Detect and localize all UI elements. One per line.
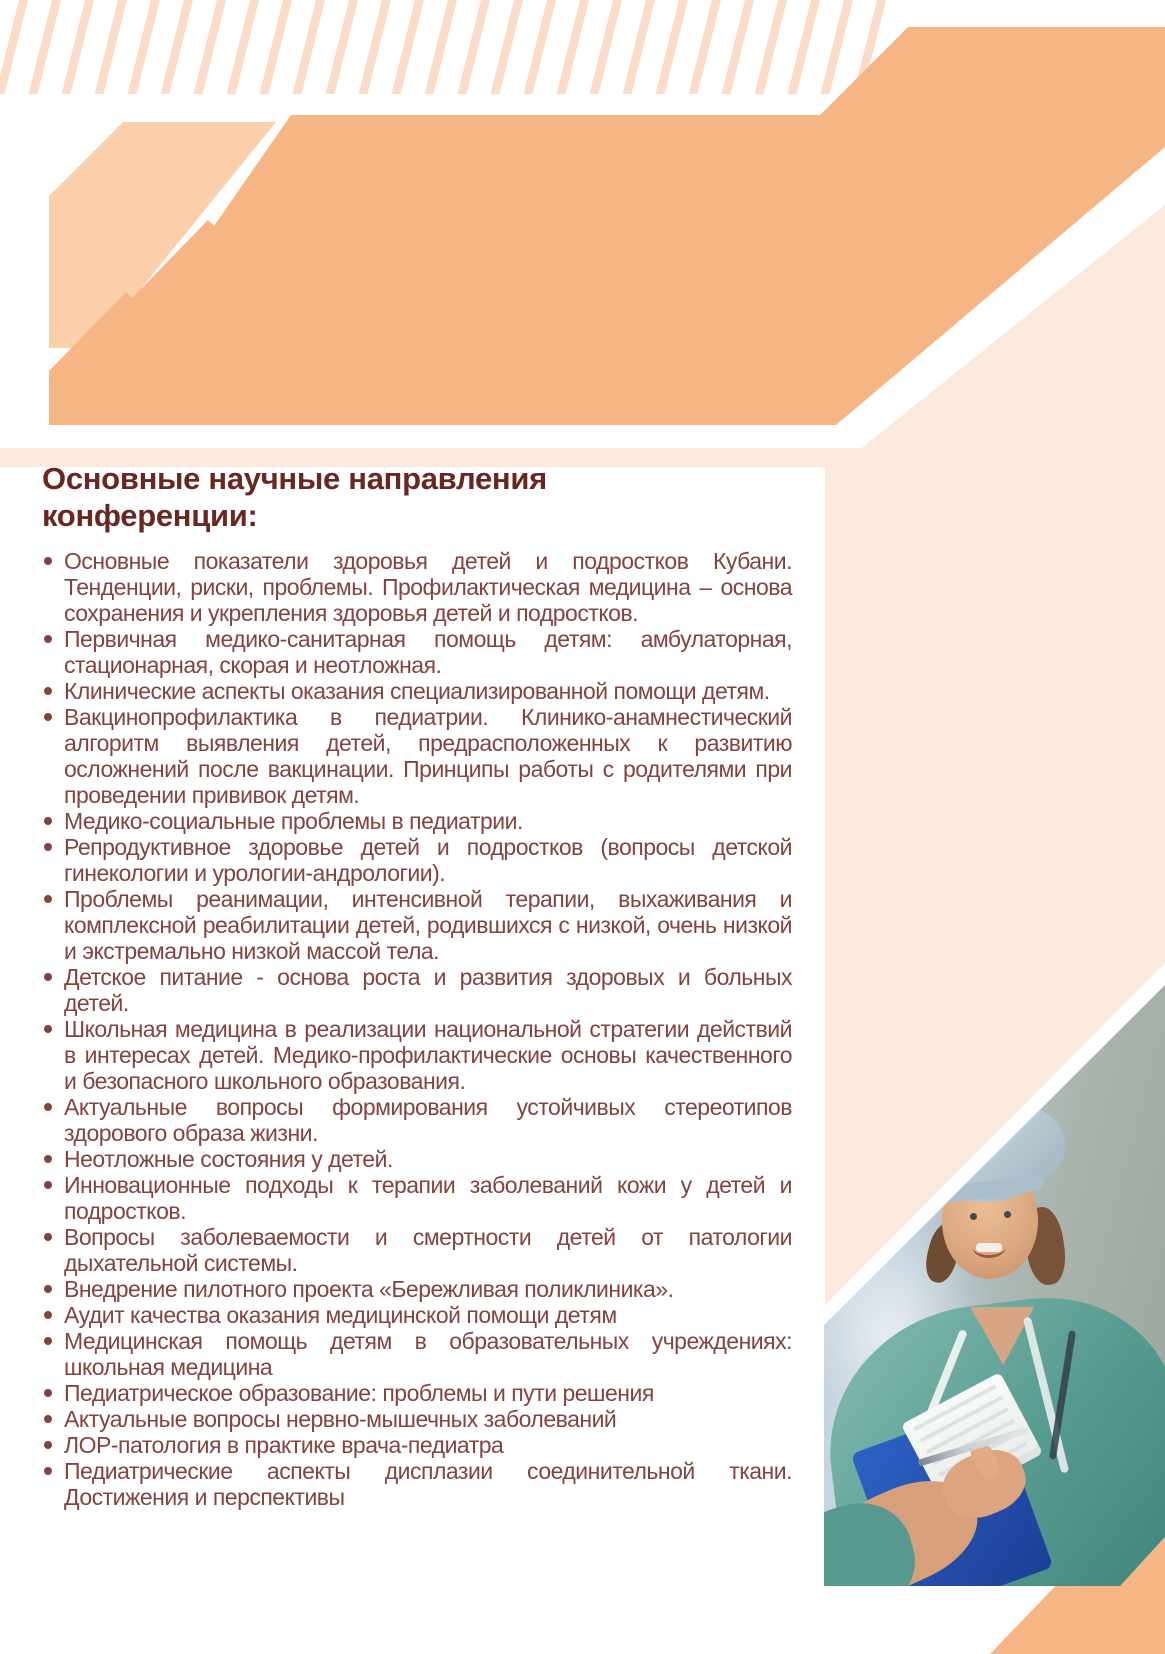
bullet-icon bbox=[44, 635, 52, 643]
topic-text: Медицинская помощь детям в образовательных учреждениях: школьная медицина bbox=[64, 1328, 792, 1380]
bullet-icon bbox=[44, 973, 52, 981]
topic-text: Репродуктивное здоровье детей и подростков (вопросы детской гинекологии и урологии-андрологии). bbox=[64, 834, 792, 886]
topic-text: Неотложные состояния у детей. bbox=[64, 1146, 393, 1172]
topic-item bbox=[42, 964, 792, 1016]
topic-text: Первичная медико-санитарная помощь детям: амбулаторная, стационарная, скорая и неотложная. bbox=[64, 626, 792, 678]
topic-item bbox=[42, 886, 792, 964]
bullet-icon bbox=[44, 1311, 52, 1319]
topic-text: Актуальные вопросы формирования устойчивых стереотипов здорового образа жизни. bbox=[64, 1094, 792, 1146]
bullet-icon bbox=[44, 895, 52, 903]
topic-text: Педиатрические аспекты дисплазии соединительной ткани. Достижения и перспективы bbox=[64, 1458, 792, 1510]
topic-text: ЛОР-патология в практике врача-педиатра bbox=[64, 1432, 504, 1458]
bullet-icon bbox=[44, 1415, 52, 1423]
bullet-icon bbox=[44, 817, 52, 825]
photo-nurse-smile bbox=[976, 1243, 1002, 1252]
bullet-icon bbox=[44, 1441, 52, 1449]
topic-item bbox=[42, 1224, 792, 1276]
topic-text: Основные показатели здоровья детей и подростков Кубани. Тенденции, риски, проблемы. Профилактическая медицина – основа сохранения и укрепления здоровья детей и подростков. bbox=[64, 548, 792, 626]
topic-text: Клинические аспекты оказания специализированной помощи детям. bbox=[64, 678, 770, 704]
topic-item bbox=[42, 548, 792, 626]
topic-text: Вакцинопрофилактика в педиатрии. Клинико-анамнестический алгоритм выявления детей, предрасположенных к развитию осложнений после вакцинации. Принципы работы с родителями при проведении прививок детям. bbox=[64, 704, 792, 808]
topic-item bbox=[42, 704, 792, 808]
topic-text: Аудит качества оказания медицинской помощи детям bbox=[64, 1302, 617, 1328]
topic-item bbox=[42, 1328, 792, 1380]
bullet-icon bbox=[44, 713, 52, 721]
topic-item bbox=[42, 626, 792, 678]
page-title-line1: Основные научные направления bbox=[42, 461, 547, 496]
topic-item bbox=[42, 1094, 792, 1146]
topic-item bbox=[42, 1458, 792, 1510]
main-content bbox=[42, 460, 792, 1510]
topic-text: Актуальные вопросы нервно-мышечных заболеваний bbox=[64, 1406, 617, 1432]
topic-item bbox=[42, 1302, 792, 1328]
page-title bbox=[42, 460, 792, 534]
topic-text: Школьная медицина в реализации национальной стратегии действий в интересах детей. Медико-профилактические основы качественного и безопасного школьного образования. bbox=[64, 1016, 792, 1094]
page-title-line2: конференции: bbox=[42, 498, 258, 533]
topic-item bbox=[42, 1380, 792, 1406]
topic-item bbox=[42, 678, 792, 704]
topic-item bbox=[42, 808, 792, 834]
diagonal-hatch-pattern bbox=[0, 0, 902, 94]
topic-text: Детское питание - основа роста и развития здоровых и больных детей. bbox=[64, 964, 792, 1016]
bullet-icon bbox=[44, 1233, 52, 1241]
topic-text: Вопросы заболеваемости и смертности детей от патологии дыхательной системы. bbox=[64, 1224, 792, 1276]
photo-nurse-eye bbox=[1004, 1211, 1011, 1218]
bullet-icon bbox=[44, 1285, 52, 1293]
bullet-icon bbox=[44, 557, 52, 565]
topic-text: Проблемы реанимации, интенсивной терапии, выхаживания и комплексной реабилитации детей, родившихся с низкой, очень низкой и экстремально низкой массой тела. bbox=[64, 886, 792, 964]
bullet-icon bbox=[44, 1181, 52, 1189]
bullet-icon bbox=[44, 843, 52, 851]
bullet-icon bbox=[44, 1467, 52, 1475]
topics-list bbox=[42, 548, 792, 1510]
topic-item bbox=[42, 1276, 792, 1302]
topic-item bbox=[42, 1406, 792, 1432]
bullet-icon bbox=[44, 1103, 52, 1111]
bullet-icon bbox=[44, 1155, 52, 1163]
topic-text: Инновационные подходы к терапии заболеваний кожи у детей и подростков. bbox=[64, 1172, 792, 1224]
topic-item bbox=[42, 834, 792, 886]
topic-item bbox=[42, 1146, 792, 1172]
topic-text: Внедрение пилотного проекта «Бережливая поликлиника». bbox=[64, 1276, 674, 1302]
topic-item bbox=[42, 1432, 792, 1458]
bullet-icon bbox=[44, 1025, 52, 1033]
bullet-icon bbox=[44, 1337, 52, 1345]
topic-text: Медико-социальные проблемы в педиатрии. bbox=[64, 808, 523, 834]
bullet-icon bbox=[44, 1389, 52, 1397]
topic-item bbox=[42, 1016, 792, 1094]
topic-item bbox=[42, 1172, 792, 1224]
bullet-icon bbox=[44, 687, 52, 695]
topic-text: Педиатрическое образование: проблемы и пути решения bbox=[64, 1380, 654, 1406]
photo-nurse-eye bbox=[970, 1213, 977, 1220]
